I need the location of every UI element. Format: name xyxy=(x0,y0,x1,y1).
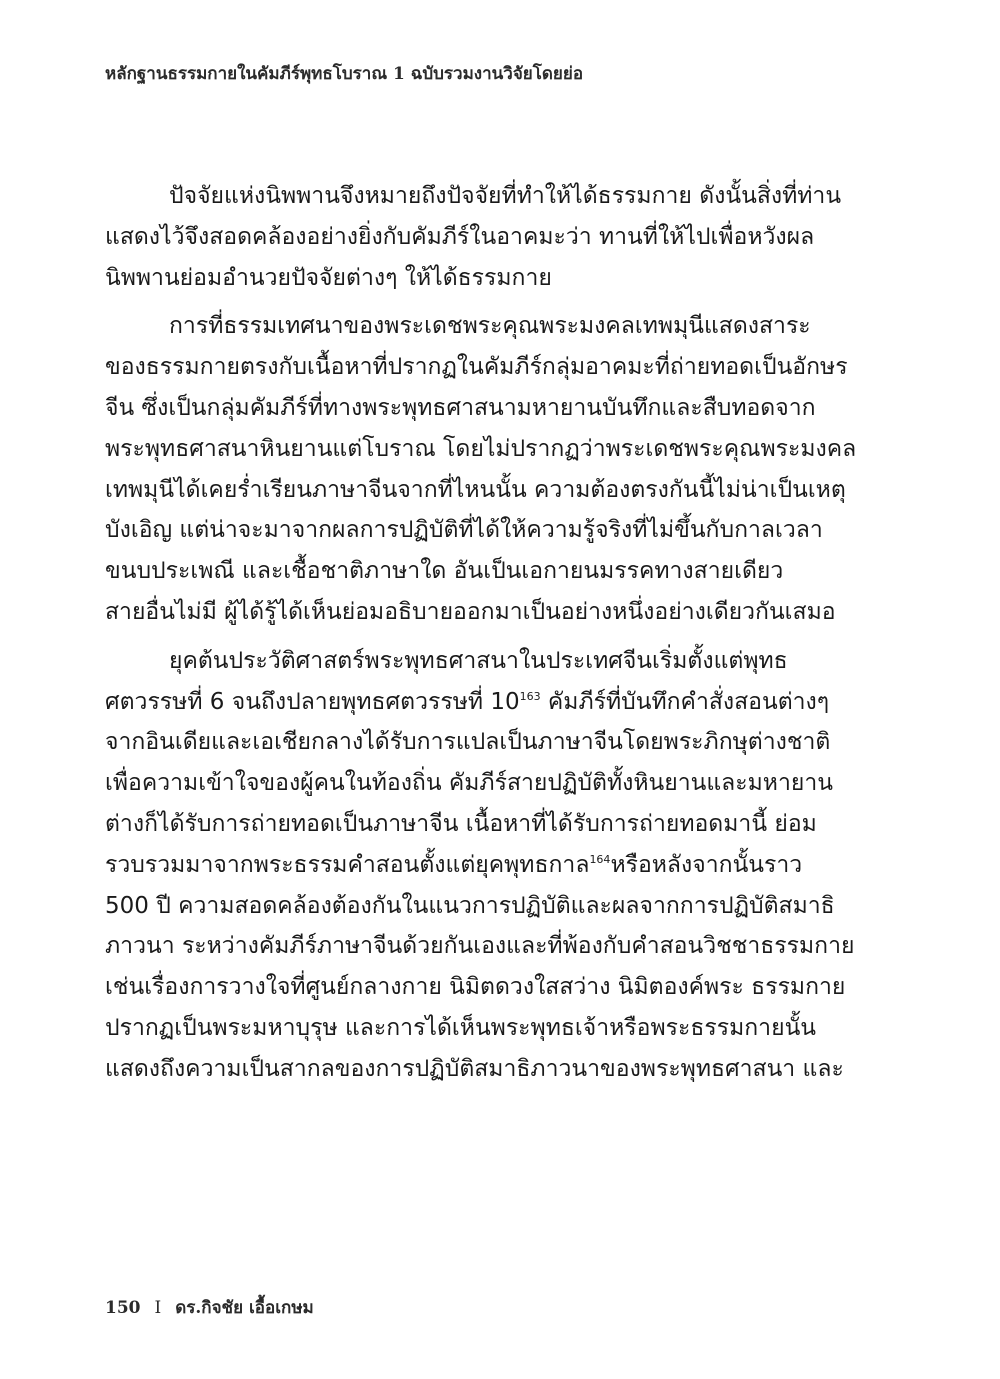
paragraph-2-line-8: สายอื่นไม่มี ผู้ได้รู้ได้เห็นย่อมอธิบายออกมาเป็นอย่างหนึ่งอย่างเดียวกันเสมอ xyxy=(105,598,836,625)
paragraph-3-line-6-text-a: รวบรวมมาจากพระธรรมคำสอนตั้งแต่ยุคพุทธกาล xyxy=(105,851,590,878)
paragraph-3-line-9: เช่นเรื่องการวางใจที่ศูนย์กลางกาย นิมิตดวงใสสว่าง นิมิตองค์พระ ธรรมกาย xyxy=(105,974,846,1001)
paragraph-2-line-6: บังเอิญ แต่น่าจะมาจากผลการปฏิบัติที่ได้ให้ความรู้จริงที่ไม่ขึ้นกับกาลเวลา xyxy=(105,517,823,544)
paragraph-2-line-5: เทพมุนีได้เคยร่ำเรียนภาษาจีนจากที่ไหนนั้น ความต้องตรงกันนี้ไม่น่าเป็นเหตุ xyxy=(105,476,846,503)
paragraph-3-line-3: จากอินเดียและเอเชียกลางได้รับการแปลเป็นภาษาจีนโดยพระภิกษุต่างชาติ xyxy=(105,729,831,756)
paragraph-1-line-2: แสดงไว้จึงสอดคล้องอย่างยิ่งกับคัมภีร์ในอาคมะว่า ทานที่ให้ไปเพื่อหวังผล xyxy=(105,223,815,250)
paragraph-3-line-8: ภาวนา ระหว่างคัมภีร์ภาษาจีนด้วยกันเองและที่พ้องกับคำสอนวิชชาธรรมกาย xyxy=(105,933,855,960)
footnote-ref-164[interactable]: 164 xyxy=(589,852,611,866)
body-text xyxy=(105,176,865,1090)
paragraph-1-line-3: นิพพานย่อมอำนวยปัจจัยต่างๆ ให้ได้ธรรมกาย xyxy=(105,264,552,291)
page-footer xyxy=(105,1294,314,1321)
paragraph-2-line-4: พระพุทธศาสนาหินยานแต่โบราณ โดยไม่ปรากฏว่าพระเดชพระคุณพระมงคล xyxy=(105,435,857,462)
paragraph-2-line-3: จีน ซึ่งเป็นกลุ่มคัมภีร์ที่ทางพระพุทธศาสนามหายานบันทึกและสืบทอดจาก xyxy=(105,394,816,421)
paragraph-3-line-7: 500 ปี ความสอดคล้องต้องกันในแนวการปฏิบัติและผลจากการปฏิบัติสมาธิ xyxy=(105,892,835,919)
paragraph-3-line-5: ต่างก็ได้รับการถ่ายทอดเป็นภาษาจีน เนื้อหาที่ได้รับการถ่ายทอดมานี้ ย่อม xyxy=(105,810,817,837)
paragraph-3-line-4: เพื่อความเข้าใจของผู้คนในท้องถิ่น คัมภีร์สายปฏิบัติทั้งหินยานและมหายาน xyxy=(105,770,833,797)
paragraph-3-line-2-text-a: ศตวรรษที่ 6 จนถึงปลายพุทธศตวรรษที่ 10 xyxy=(105,688,520,715)
paragraph-3-line-6-text-b: หรือหลังจากนั้นราว xyxy=(610,851,803,878)
paragraph-3-line-2-text-b: คัมภีร์ที่บันทึกคำสั่งสอนต่างๆ xyxy=(540,688,830,715)
page-number: 150 xyxy=(105,1298,141,1318)
paragraph-3-line-6 xyxy=(105,845,865,886)
paragraph-3-line-1: ยุคต้นประวัติศาสตร์พระพุทธศาสนาในประเทศจีนเริ่มตั้งแต่พุทธ xyxy=(169,647,788,674)
paragraph-3-line-11: แสดงถึงความเป็นสากลของการปฏิบัติสมาธิภาวนาของพระพุทธศาสนา และ xyxy=(105,1055,844,1082)
paragraph-3-line-2 xyxy=(105,682,865,723)
paragraph-3-line-10: ปรากฏเป็นพระมหาบุรุษ และการได้เห็นพระพุทธเจ้าหรือพระธรรมกายนั้น xyxy=(105,1014,817,1041)
paragraph-2-line-2: ของธรรมกายตรงกับเนื้อหาที่ปรากฏในคัมภีร์กลุ่มอาคมะที่ถ่ายทอดเป็นอักษร xyxy=(105,354,848,381)
footnote-ref-163[interactable]: 163 xyxy=(519,689,541,703)
footer-separator: I xyxy=(154,1298,162,1318)
paragraph-1-line-1: ปัจจัยแห่งนิพพานจึงหมายถึงปัจจัยที่ทำให้ได้ธรรมกาย ดังนั้นสิ่งที่ท่าน xyxy=(169,183,842,209)
paragraph-2-line-7: ขนบประเพณี และเชื้อชาติภาษาใด อันเป็นเอกายนมรรคทางสายเดียว xyxy=(105,558,784,585)
author-name: ดร.กิจชัย เอื้อเกษม xyxy=(175,1298,314,1318)
running-header: หลักฐานธรรมกายในคัมภีร์พุทธโบราณ 1 ฉบับรวมงานวิจัยโดยย่อ xyxy=(105,64,584,84)
paragraph-2-line-1: การที่ธรรมเทศนาของพระเดชพระคุณพระมงคลเทพมุนีแสดงสาระ xyxy=(169,313,811,340)
